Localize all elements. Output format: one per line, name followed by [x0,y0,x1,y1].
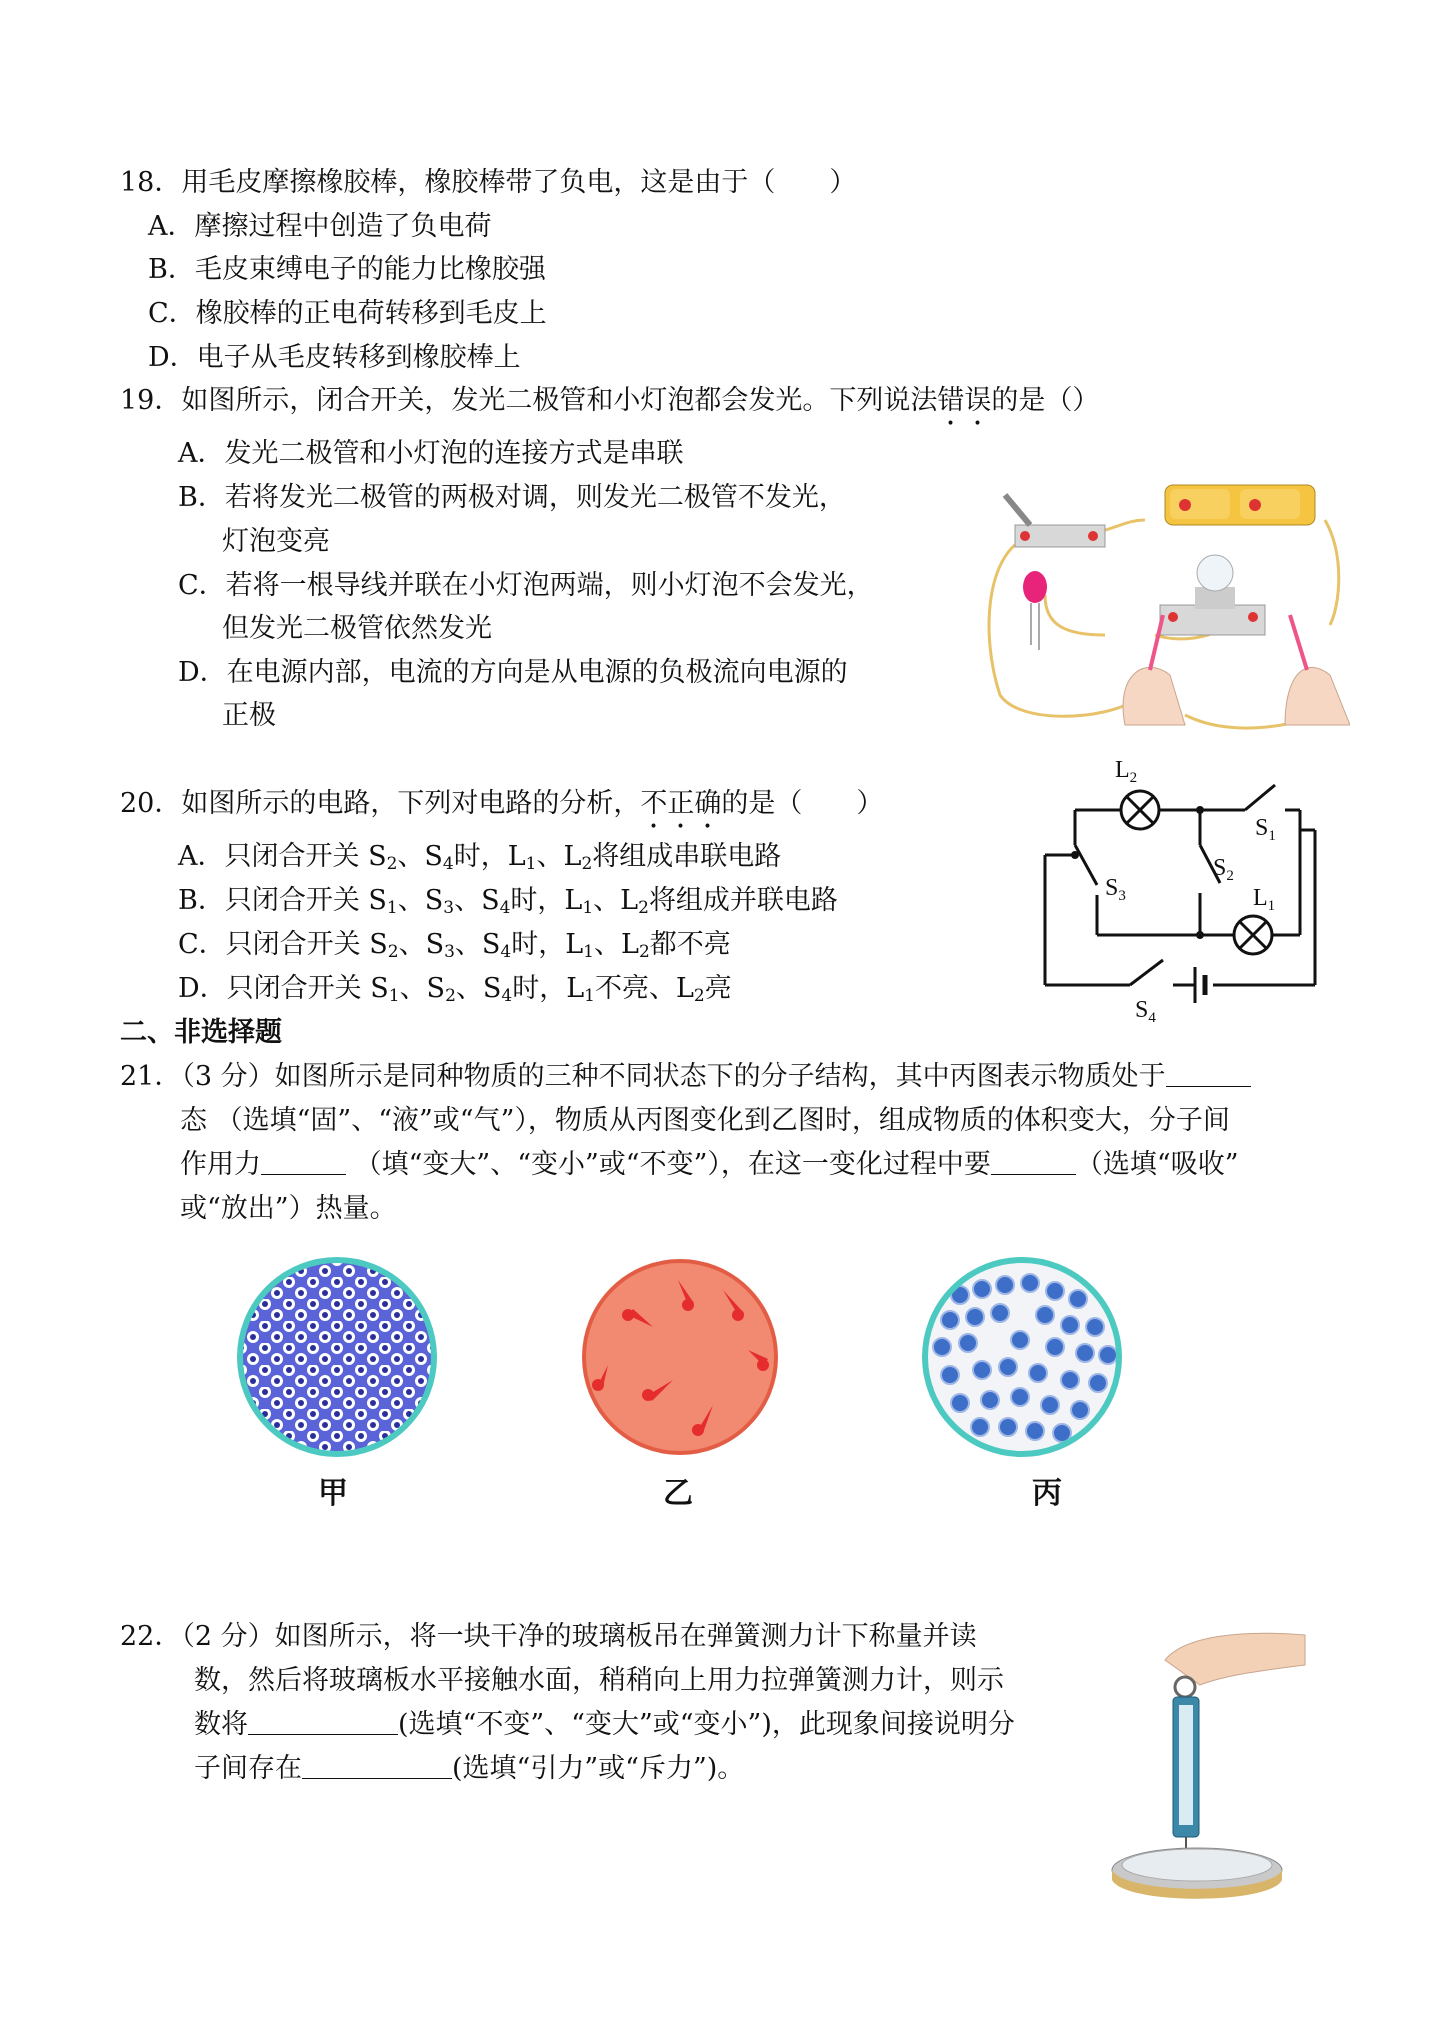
q19-option-b-cont: 灯泡变亮 [222,526,330,557]
q20-option-c: C．只闭合开关 $S_2$、$S_3$、$S_4$时，$L_1$、$L_2$都不亮 [178,929,731,962]
q21-blank-2[interactable] [261,1150,346,1175]
q18-option-b: B．毛皮束缚电子的能力比橡胶强 [148,254,546,285]
q22-line2: 数，然后将玻璃板水平接触水面，稍稍向上用力拉弹簧测力计，则示 [194,1665,1004,1696]
liquid-molecules-figure [920,1255,1125,1460]
q21-line3: 作用力 （填“变大”、“变小”或“不变”），在这一变化过程中要 （选填“吸收” [180,1149,1239,1180]
label-l2: $L_2$ [1115,757,1138,786]
label-l1: $L_1$ [1253,885,1276,914]
q20-option-d: D．只闭合开关 $S_1$、$S_2$、$S_4$时，$L_1$不亮、$L_2$亮 [178,973,732,1006]
q19-option-c: C．若将一根导线并联在小灯泡两端，则小灯泡不会发光， [178,570,874,601]
switch-circuit-diagram [1035,755,1335,1025]
q19-emphasis: 错误 [937,385,992,416]
q18-option-c: C．橡胶棒的正电荷转移到毛皮上 [148,298,547,329]
q20-option-b: B．只闭合开关 $S_1$、$S_3$、$S_4$时，$L_1$、$L_2$将组成并联电路 [178,885,838,918]
q18-option-a: A．摩擦过程中创造了负电荷 [148,211,492,242]
gas-molecules-figure [578,1255,783,1460]
q19-stem: 19．如图所示，闭合开关，发光二极管和小灯泡都会发光。下列说法错误的是（） [120,385,1100,416]
q20-emphasis: 不正确 [640,788,722,819]
q19-option-d: D．在电源内部，电流的方向是从电源的负极流向电源的 [178,657,848,688]
q21-blank-3[interactable] [991,1150,1076,1175]
q22-line4: 子间存在 (选填“引力”或“斥力”)。 [194,1753,745,1784]
q18-stem: 18．用毛皮摩擦橡胶棒，橡胶棒带了负电，这是由于（ ） [120,167,857,198]
q21-line4: 或“放出”）热量。 [180,1193,397,1224]
q22-line1: 22．（2 分）如图所示，将一块干净的玻璃板吊在弹簧测力计下称量并读 [120,1621,977,1652]
q21-blank-1[interactable] [1166,1062,1251,1087]
q19-option-b: B．若将发光二极管的两极对调，则发光二极管不发光， [178,482,846,513]
q22-blank-2[interactable] [302,1754,452,1779]
label-s2: $S_2$ [1213,855,1234,884]
q20-option-a: A．只闭合开关 $S_2$、$S_4$时，$L_1$、$L_2$将组成串联电路 [178,841,782,874]
label-s1: $S_1$ [1255,815,1276,844]
q21-line1: 21．（3 分）如图所示是同种物质的三种不同状态下的分子结构，其中丙图表示物质处于 [120,1060,1251,1094]
spring-scale-figure [1105,1625,1315,1900]
label-s3: $S_3$ [1105,875,1126,904]
q19-option-d-cont: 正极 [222,700,276,731]
q22-line3: 数将 (选填“不变”、“变大”或“变小”)，此现象间接说明分 [194,1709,1015,1740]
section-title: 二、非选择题 [120,1017,282,1048]
q19-option-a: A．发光二极管和小灯泡的连接方式是串联 [178,438,684,469]
label-s4: $S_4$ [1135,997,1156,1025]
q18-option-d: D．电子从毛皮转移到橡胶棒上 [148,342,521,373]
caption-bing: 丙 [1032,1476,1062,1511]
caption-yi: 乙 [663,1476,693,1511]
q21-line2: 态 （选填“固”、“液”或“气”），物质从丙图变化到乙图时，组成物质的体积变大，分子间 [180,1105,1230,1136]
solid-molecules-figure [235,1255,440,1460]
led-circuit-figure [985,475,1350,735]
q20-stem: 20．如图所示的电路，下列对电路的分析，不正确的是（ ） [120,788,884,819]
caption-jia: 甲 [318,1476,348,1511]
q19-option-c-cont: 但发光二极管依然发光 [222,613,492,644]
q22-blank-1[interactable] [248,1710,398,1735]
